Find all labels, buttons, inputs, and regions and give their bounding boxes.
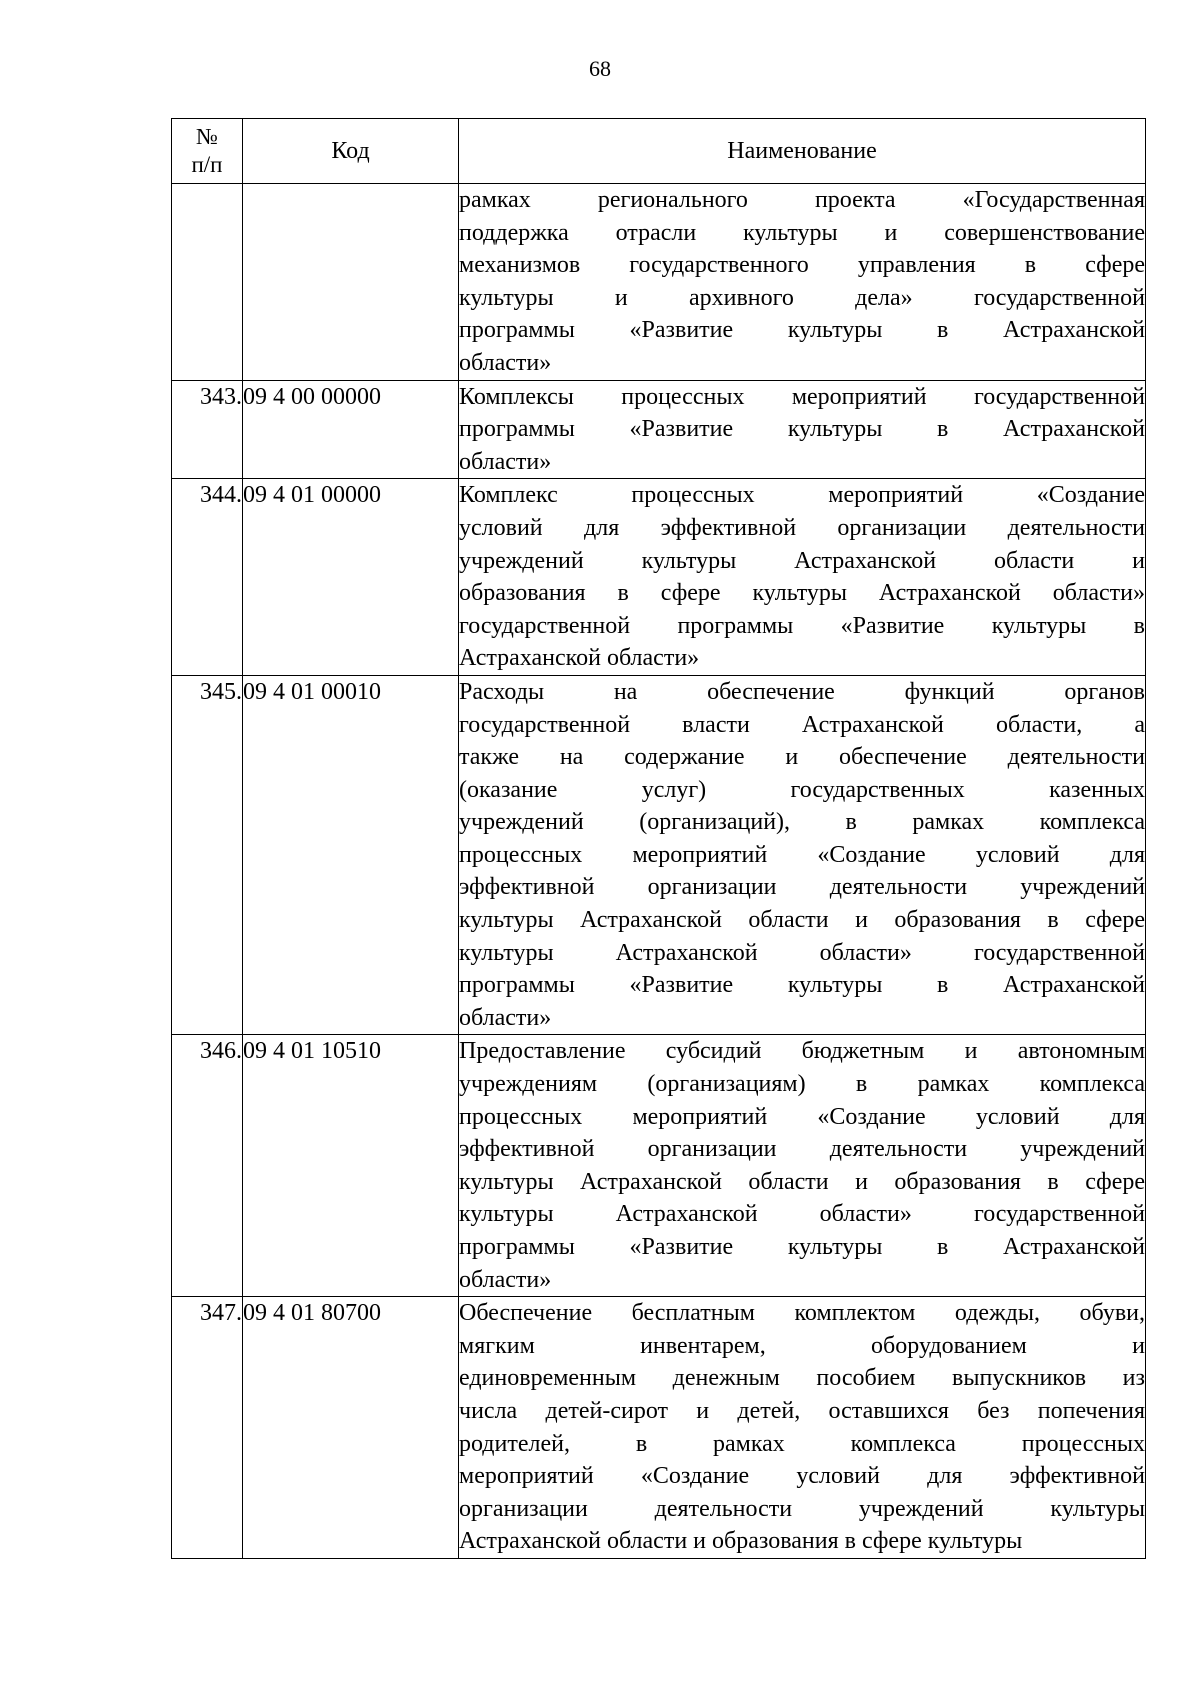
- row-name-line: культуры Астраханской области» государственной: [459, 1201, 1145, 1228]
- row-number: 344.: [172, 479, 243, 676]
- row-name-line: организации деятельности учреждений культуры: [459, 1495, 1145, 1522]
- row-name-line: поддержка отрасли культуры и совершенствование: [459, 219, 1145, 246]
- header-number-sign: №: [196, 124, 218, 149]
- row-name-line: рамках регионального проекта «Государственная: [459, 187, 1145, 213]
- table-row: [172, 1035, 1146, 1297]
- row-name: [459, 1035, 1146, 1297]
- row-name: [459, 1297, 1146, 1559]
- row-name-line: мероприятий «Создание условий для эффективной: [459, 1463, 1145, 1490]
- row-name-line: учреждений культуры Астраханской области и: [459, 547, 1145, 574]
- row-name-line: мягким инвентарем, оборудованием и: [459, 1332, 1145, 1359]
- row-name-line: единовременным денежным пособием выпускников из: [459, 1365, 1145, 1392]
- row-name-line: области»: [459, 1266, 552, 1293]
- table-row: [172, 479, 1146, 676]
- row-name-line: культуры Астраханской области и образования в сфере: [459, 907, 1145, 934]
- row-code: 09 4 01 10510: [243, 1035, 459, 1297]
- page-number: 68: [589, 56, 611, 81]
- row-name-line: условий для эффективной организации деятельности: [459, 514, 1145, 541]
- row-number: 346.: [172, 1035, 243, 1297]
- row-name-line: Комплексы процессных мероприятий государственной: [459, 383, 1145, 410]
- row-name-line: программы «Развитие культуры в Астраханской: [459, 317, 1145, 344]
- row-name-line: Расходы на обеспечение функций органов: [459, 678, 1145, 705]
- row-name-line: (оказание услуг) государственных казенных: [459, 776, 1145, 803]
- table-row: [172, 184, 1146, 381]
- row-name-line: процессных мероприятий «Создание условий для: [459, 1103, 1145, 1130]
- row-name-line: числа детей-сирот и детей, оставшихся без попечения: [459, 1397, 1145, 1424]
- row-number: 347.: [172, 1297, 243, 1559]
- row-name-line: программы «Развитие культуры в Астраханской: [459, 416, 1145, 443]
- row-name: [459, 675, 1146, 1035]
- row-number: [172, 184, 243, 381]
- row-name: [459, 184, 1146, 381]
- row-name-line: культуры Астраханской области и образования в сфере: [459, 1168, 1145, 1195]
- row-name-line: Астраханской области»: [459, 645, 700, 672]
- header-number-abbrev: п/п: [191, 152, 223, 177]
- row-name-line: учреждениям (организациям) в рамках комплекса: [459, 1071, 1145, 1098]
- row-name: [459, 380, 1146, 479]
- row-name-line: Астраханской области и образования в сфере культуры: [459, 1528, 1023, 1555]
- header-name: Наименование: [459, 119, 1146, 184]
- row-code: [243, 184, 459, 381]
- row-name-line: Комплекс процессных мероприятий «Создание: [459, 482, 1145, 509]
- row-name-line: процессных мероприятий «Создание условий для: [459, 841, 1145, 868]
- row-name: [459, 479, 1146, 676]
- row-number: 345.: [172, 675, 243, 1035]
- row-name-line: эффективной организации деятельности учреждений: [459, 1136, 1145, 1163]
- table-row: [172, 380, 1146, 479]
- row-name-line: программы «Развитие культуры в Астраханской: [459, 972, 1145, 999]
- row-name-line: области»: [459, 1004, 552, 1031]
- row-code: 09 4 01 80700: [243, 1297, 459, 1559]
- row-code: 09 4 00 00000: [243, 380, 459, 479]
- row-name-line: родителей, в рамках комплекса процессных: [459, 1430, 1145, 1457]
- row-name-line: культуры и архивного дела» государственной: [459, 284, 1145, 311]
- row-name-line: программы «Развитие культуры в Астраханской: [459, 1234, 1145, 1260]
- table-row: [172, 1297, 1146, 1559]
- row-name-line: Предоставление субсидий бюджетным и автономным: [459, 1038, 1145, 1065]
- row-name-line: также на содержание и обеспечение деятельности: [459, 744, 1145, 771]
- header-number: [172, 119, 243, 184]
- row-name-line: Обеспечение бесплатным комплектом одежды, обуви,: [459, 1300, 1145, 1327]
- row-name-line: учреждений (организаций), в рамках комплекса: [459, 809, 1145, 836]
- row-name-line: эффективной организации деятельности учреждений: [459, 874, 1145, 901]
- table-row: [172, 675, 1146, 1035]
- row-name-line: культуры Астраханской области» государственной: [459, 939, 1145, 966]
- row-name-line: государственной власти Астраханской области, а: [459, 711, 1145, 738]
- row-number: 343.: [172, 380, 243, 479]
- row-name-line: области»: [459, 349, 552, 376]
- row-name-line: механизмов государственного управления в сфере: [459, 252, 1145, 279]
- table-header-row: [172, 119, 1146, 184]
- row-name-line: области»: [459, 448, 552, 475]
- row-code: 09 4 01 00000: [243, 479, 459, 676]
- row-code: 09 4 01 00010: [243, 675, 459, 1035]
- budget-code-table: [171, 118, 1146, 1559]
- header-code: Код: [243, 119, 459, 184]
- row-name-line: государственной программы «Развитие культуры в: [459, 612, 1145, 639]
- row-name-line: образования в сфере культуры Астраханской области»: [459, 580, 1145, 607]
